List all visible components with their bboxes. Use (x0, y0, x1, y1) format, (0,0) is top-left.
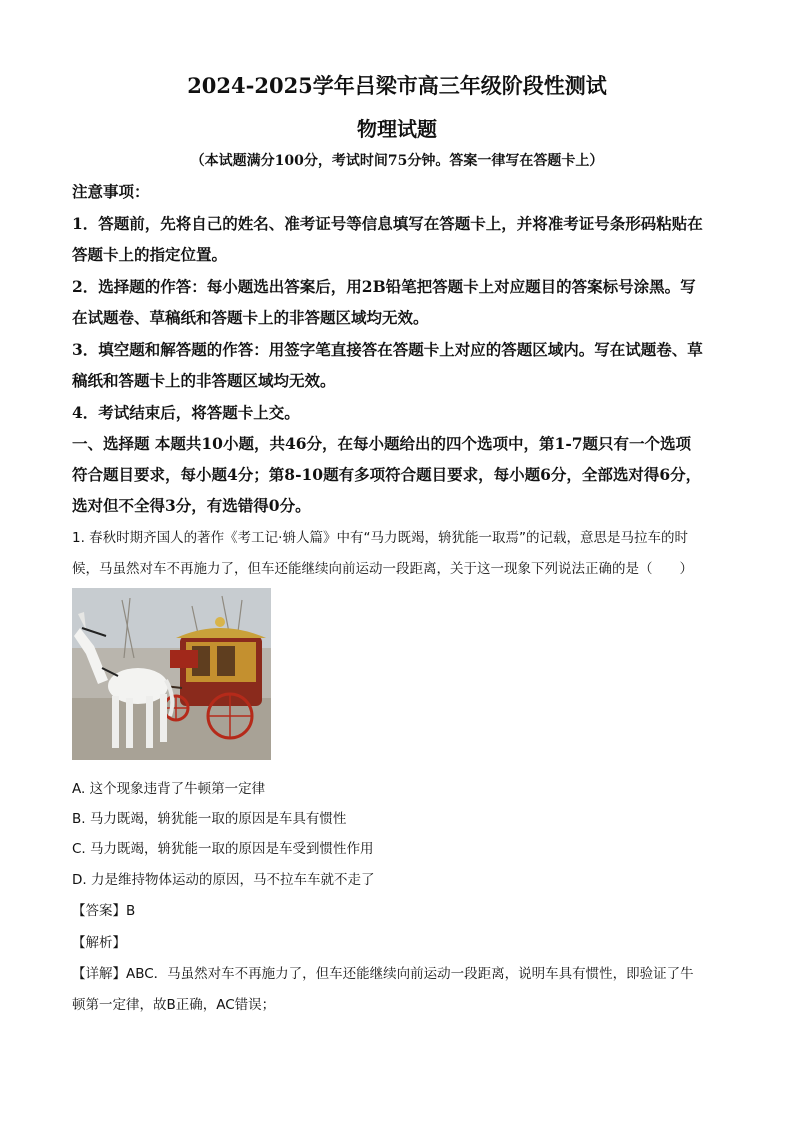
question-stem: 候，马虽然对车不再施力了，但车还能继续向前运动一段距离，关于这一现象下列说法正确的是（ ） (72, 561, 693, 577)
option-b: B. 马力既竭，辀犹能一取的原因是车具有惯性 (72, 811, 347, 827)
notice-line: 2．选择题的作答：每小题选出答案后，用2B铅笔把答题卡上对应题目的答案标号涂黑。写 (72, 277, 696, 296)
section-line: 选对但不全得3分，有选错得0分。 (72, 496, 311, 515)
question-stem: 1. 春秋时期齐国人的著作《考工记·辀人篇》中有“马力既竭，辀犹能一取焉”的记载，意思是马拉车的时 (72, 530, 688, 546)
section-line: 一、选择题 本题共10小题，共46分，在每小题给出的四个选项中，第1-7题只有一个选项 (72, 434, 692, 453)
exam-note: （本试题满分100分，考试时间75分钟。答案一律写在答题卡上） (190, 153, 604, 169)
notice-line: 4．考试结束后，将答题卡上交。 (72, 403, 300, 422)
option-a: A. 这个现象违背了牛顿第一定律 (72, 781, 266, 797)
option-c: C. 马力既竭，辀犹能一取的原因是车受到惯性作用 (72, 841, 374, 857)
notice-line: 答题卡上的指定位置。 (72, 245, 228, 264)
detail-line: 【详解】ABC．马虽然对车不再施力了，但车还能继续向前运动一段距离，说明车具有惯性，即验证了牛 (72, 966, 694, 982)
exam-title: 2024-2025学年吕梁市高三年级阶段性测试 (187, 73, 607, 98)
answer-line: 【答案】B (72, 903, 136, 919)
notice-line: 1．答题前，先将自己的姓名、准考证号等信息填写在答题卡上，并将准考证号条形码粘贴在 (72, 214, 703, 233)
option-d: D. 力是维持物体运动的原因，马不拉车车就不走了 (72, 872, 375, 888)
subject-title: 物理试题 (357, 117, 437, 141)
horse-carriage-image (72, 588, 271, 760)
notice-line: 稿纸和答题卡上的非答题区域均无效。 (72, 371, 336, 390)
analysis-label: 【解析】 (72, 935, 126, 951)
notice-heading: 注意事项： (72, 182, 150, 201)
section-line: 符合题目要求，每小题4分；第8-10题有多项符合题目要求，每小题6分，全部选对得6分， (72, 465, 702, 484)
notice-line: 在试题卷、草稿纸和答题卡上的非答题区域均无效。 (72, 308, 429, 327)
detail-line: 顿第一定律，故B正确，AC错误； (72, 997, 276, 1013)
notice-line: 3．填空题和解答题的作答：用签字笔直接答在答题卡上对应的答题区域内。写在试题卷、草 (72, 340, 703, 359)
